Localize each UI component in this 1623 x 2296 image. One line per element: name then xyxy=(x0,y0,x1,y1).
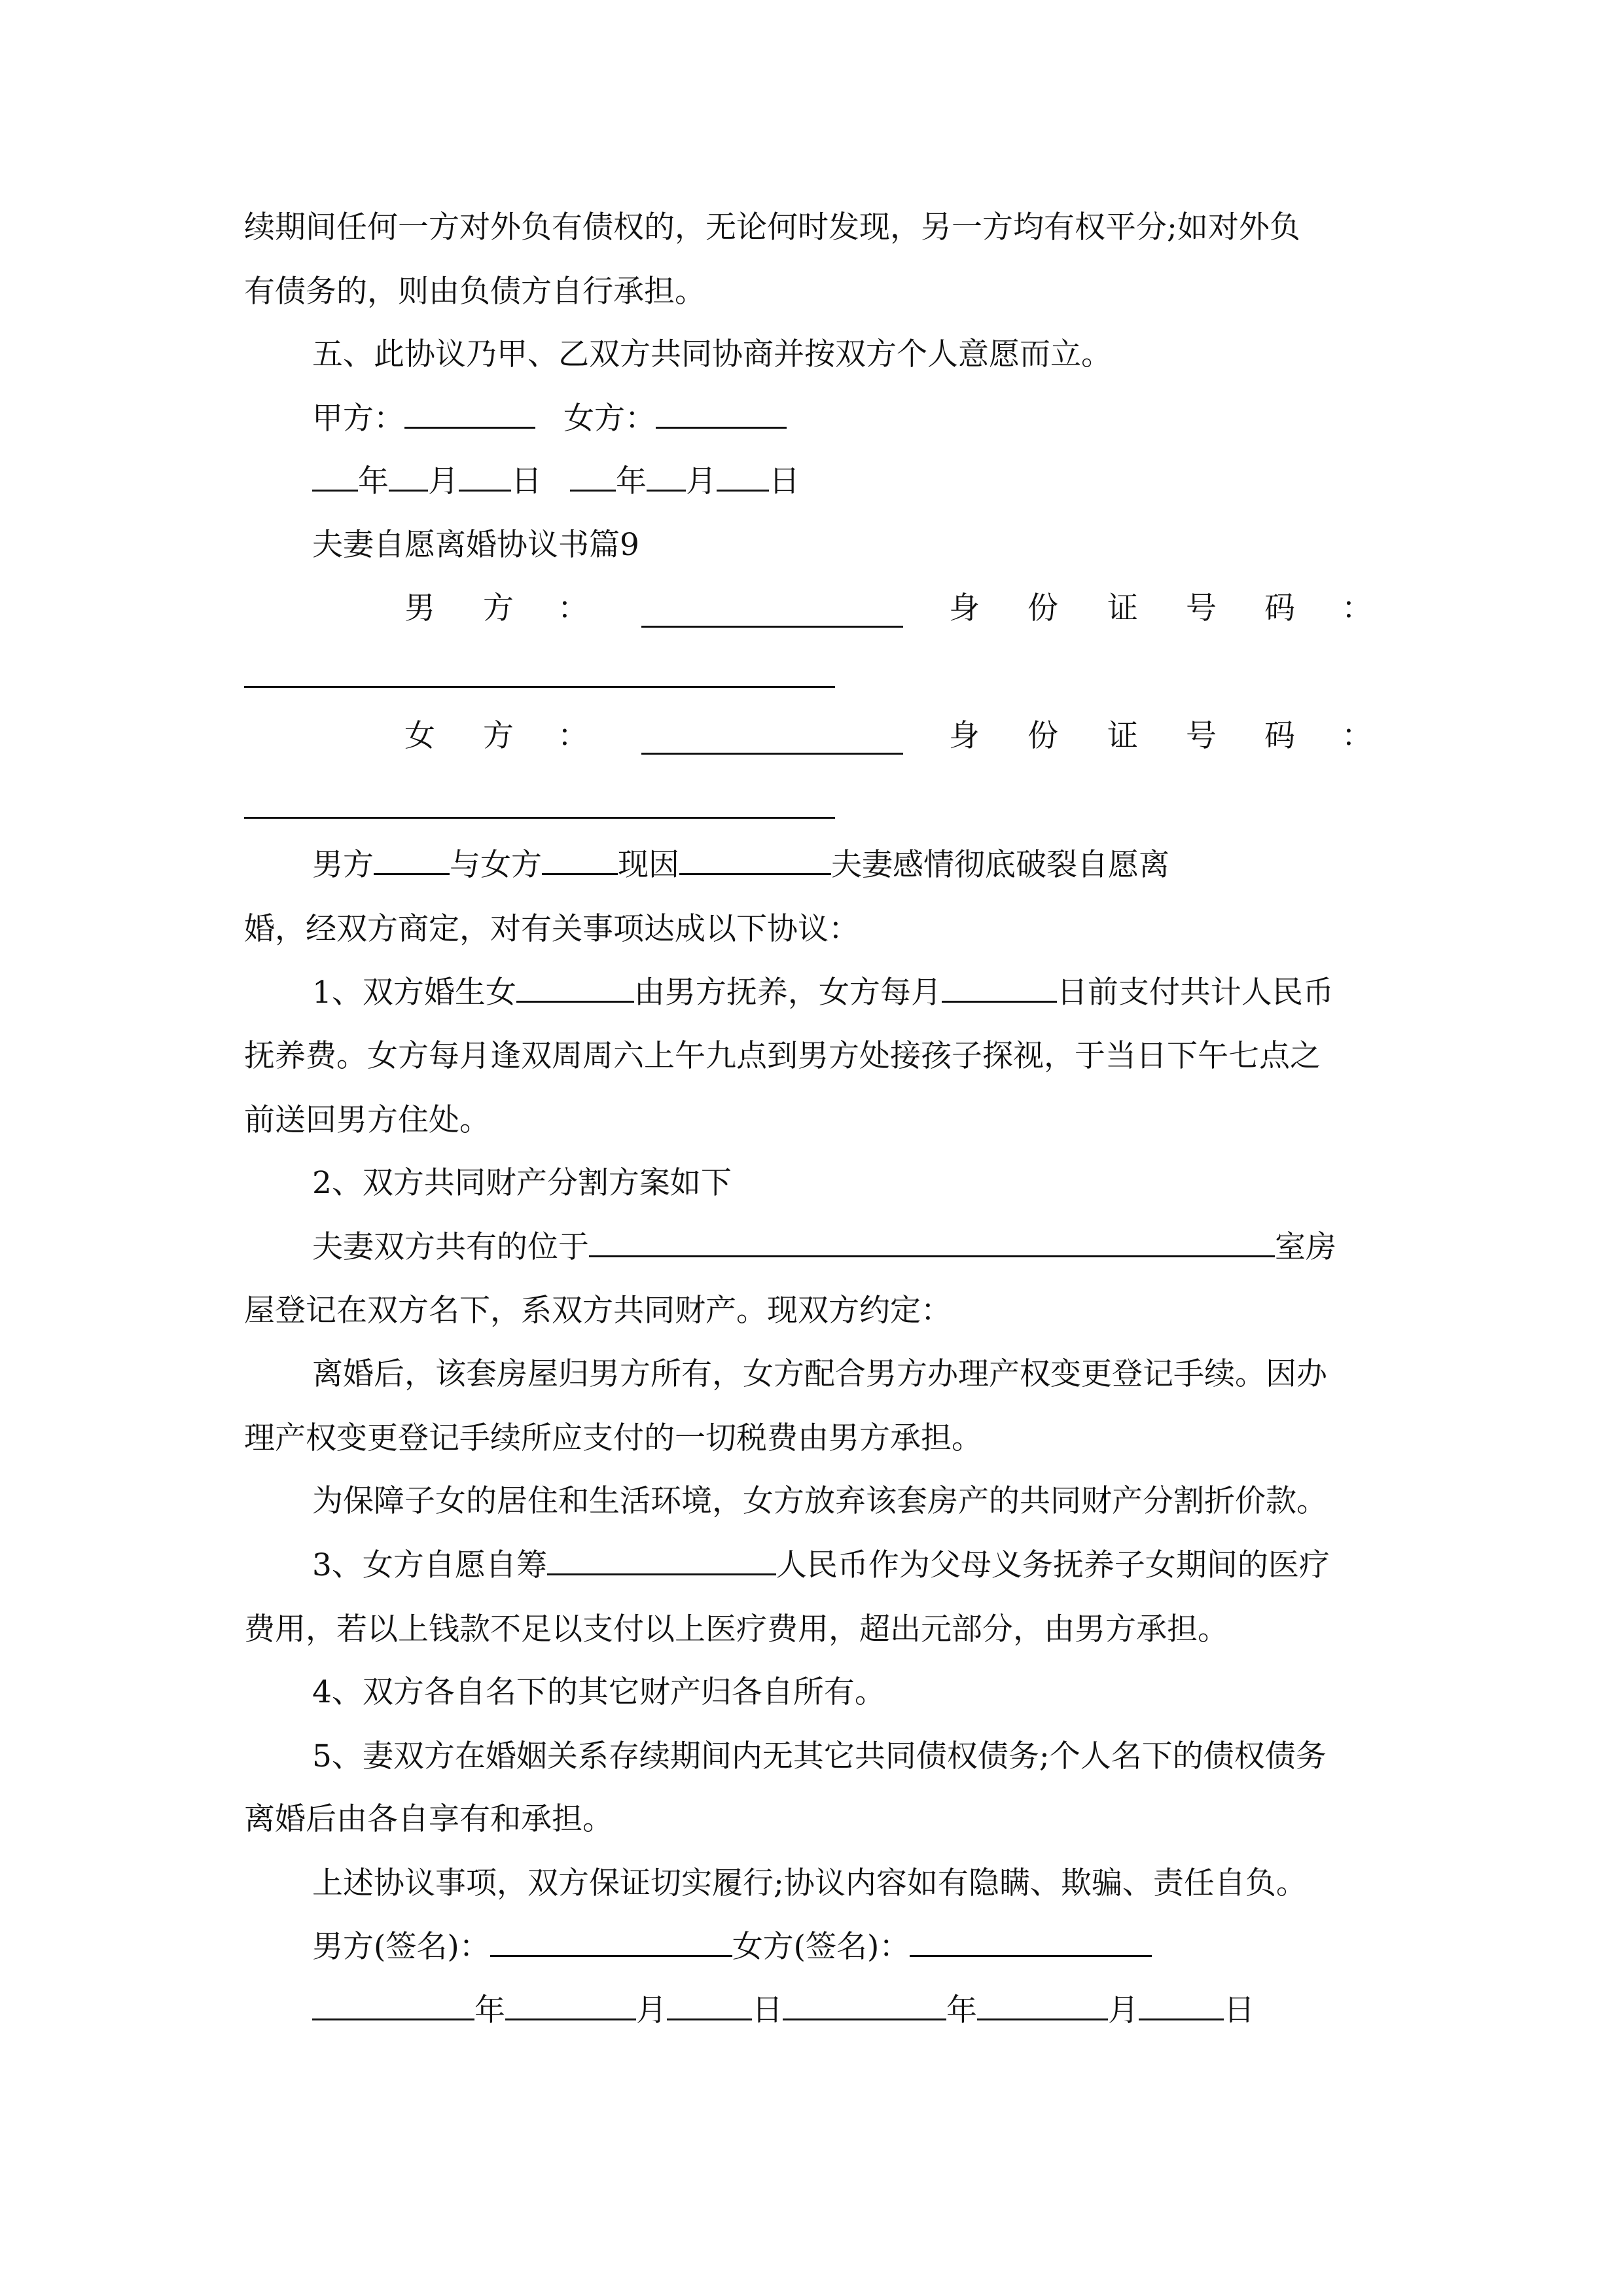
year-label: 年 xyxy=(946,1992,977,2028)
male-char: 男 xyxy=(404,590,435,626)
month-blank[interactable] xyxy=(505,1991,636,2020)
male-sign-blank[interactable] xyxy=(490,1928,732,1957)
id-char: 号 xyxy=(1186,718,1217,754)
paragraph-line: 理产权变更登记手续所应支付的一切税费由男方承担。 xyxy=(244,1420,982,1456)
date-line-2 xyxy=(312,1991,1255,2030)
text: 3、女方自愿自筹 xyxy=(312,1547,547,1583)
male-id-row xyxy=(0,589,1623,628)
paragraph-line xyxy=(312,1228,1336,1267)
month-blank[interactable] xyxy=(647,462,686,492)
paragraph-line: 5、妻双方在婚姻关系存续期间内无其它共同债权债务;个人名下的债权债务 xyxy=(312,1738,1327,1774)
text-line: 有债务的，则由负债方自行承担。 xyxy=(244,274,705,310)
text: 1、双方婚生女 xyxy=(312,975,516,1011)
text: 男方 xyxy=(312,847,374,883)
text: 人民币作为父母义务抚养子女期间的医疗 xyxy=(776,1547,1330,1583)
male-colon: ： xyxy=(558,590,588,626)
year-blank[interactable] xyxy=(312,1991,474,2020)
month-label: 月 xyxy=(685,463,717,499)
id-colon: ： xyxy=(1342,718,1372,754)
id-char: 份 xyxy=(1027,590,1058,626)
year-label: 年 xyxy=(474,1992,505,2028)
paragraph-line: 上述协议事项，双方保证切实履行;协议内容如有隐瞒、欺骗、责任自负。 xyxy=(312,1865,1307,1901)
paragraph-line: 离婚后由各自享有和承担。 xyxy=(244,1801,613,1837)
paragraph-line: 费用，若以上钱款不足以支付以上医疗费用，超出元部分，由男方承担。 xyxy=(244,1611,1228,1647)
id-char: 份 xyxy=(1027,718,1058,754)
text: 夫妻感情彻底破裂自愿离 xyxy=(831,847,1169,883)
id-char: 身 xyxy=(949,718,980,754)
signature-line-2 xyxy=(312,1928,1152,1967)
female-char: 女 xyxy=(404,718,435,754)
paragraph-line: 为保障子女的居住和生活环境，女方放弃该套房产的共同财产分割折价款。 xyxy=(312,1483,1327,1519)
paragraph-line: 婚，经双方商定，对有关事项达成以下协议： xyxy=(244,911,859,947)
month-blank[interactable] xyxy=(389,462,428,492)
text-line: 续期间任何一方对外负有债权的，无论何时发现，另一方均有权平分;如对外负 xyxy=(244,209,1300,245)
paragraph-line: 前送回男方住处。 xyxy=(244,1102,490,1138)
text: 日前支付共计人民币 xyxy=(1056,975,1334,1011)
female-char: 方 xyxy=(483,718,514,754)
paragraph-line: 离婚后，该套房屋归男方所有，女方配合男方办理产权变更登记手续。因办 xyxy=(312,1356,1327,1392)
blank[interactable] xyxy=(516,973,634,1003)
paragraph-line xyxy=(312,973,1334,1013)
female-id-row xyxy=(0,717,1623,756)
female-colon: ： xyxy=(558,718,588,754)
text: 室房 xyxy=(1275,1229,1336,1265)
day-label: 日 xyxy=(768,463,800,499)
blank[interactable] xyxy=(542,846,618,875)
year-label: 年 xyxy=(615,463,647,499)
paragraph-line: 屋登记在双方名下，系双方共同财产。现双方约定： xyxy=(244,1293,952,1329)
party-a-label: 甲方： xyxy=(312,401,404,437)
day-blank[interactable] xyxy=(459,462,511,492)
text: 现因 xyxy=(618,847,679,883)
id-char: 码 xyxy=(1264,590,1295,626)
male-id-blank[interactable] xyxy=(244,686,835,688)
month-blank[interactable] xyxy=(977,1991,1108,2020)
text: 由男方抚养，女方每月 xyxy=(633,975,942,1011)
date-line-1 xyxy=(312,462,800,501)
month-label: 月 xyxy=(428,463,459,499)
paragraph-line: 4、双方各自名下的其它财产归各自所有。 xyxy=(312,1674,885,1710)
id-char: 码 xyxy=(1264,718,1295,754)
month-label: 月 xyxy=(1108,1992,1139,2028)
blank[interactable] xyxy=(679,846,831,875)
blank[interactable] xyxy=(942,973,1057,1003)
female-sign-blank[interactable] xyxy=(910,1928,1152,1957)
male-sign-label: 男方(签名)： xyxy=(312,1929,490,1965)
female-label: 女方： xyxy=(563,401,656,437)
paragraph-line xyxy=(312,1546,1330,1585)
year-blank[interactable] xyxy=(570,462,616,492)
text: 与女方 xyxy=(450,847,542,883)
party-a-blank[interactable] xyxy=(404,399,535,429)
month-label: 月 xyxy=(636,1992,667,2028)
year-blank[interactable] xyxy=(312,462,358,492)
paragraph-line xyxy=(312,846,1169,885)
signature-line-1 xyxy=(312,399,787,439)
section-heading: 夫妻自愿离婚协议书篇9 xyxy=(312,527,639,563)
male-char: 方 xyxy=(483,590,514,626)
blank[interactable] xyxy=(374,846,450,875)
female-name-blank[interactable] xyxy=(641,753,903,755)
female-sign-label: 女方(签名)： xyxy=(732,1929,910,1965)
id-char: 证 xyxy=(1107,718,1138,754)
text-line: 五、此协议乃甲、乙双方共同协商并按双方个人意愿而立。 xyxy=(312,336,1112,372)
blank[interactable] xyxy=(547,1546,776,1575)
day-blank[interactable] xyxy=(1139,1991,1224,2020)
paragraph-line: 抚养费。女方每月逢双周周六上午九点到男方处接孩子探视，于当日下午七点之 xyxy=(244,1038,1321,1074)
id-char: 号 xyxy=(1186,590,1217,626)
day-label: 日 xyxy=(752,1992,783,2028)
text: 夫妻双方共有的位于 xyxy=(312,1229,589,1265)
id-char: 身 xyxy=(949,590,980,626)
id-colon: ： xyxy=(1342,590,1372,626)
paragraph-line: 2、双方共同财产分割方案如下 xyxy=(312,1165,732,1201)
day-blank[interactable] xyxy=(717,462,769,492)
day-label: 日 xyxy=(511,463,542,499)
id-char: 证 xyxy=(1107,590,1138,626)
address-blank[interactable] xyxy=(589,1228,1275,1257)
day-label: 日 xyxy=(1224,1992,1255,2028)
male-name-blank[interactable] xyxy=(641,626,903,628)
female-id-blank[interactable] xyxy=(244,817,835,819)
year-blank[interactable] xyxy=(783,1991,946,2020)
female-blank[interactable] xyxy=(656,399,787,429)
year-label: 年 xyxy=(358,463,389,499)
day-blank[interactable] xyxy=(667,1991,752,2020)
